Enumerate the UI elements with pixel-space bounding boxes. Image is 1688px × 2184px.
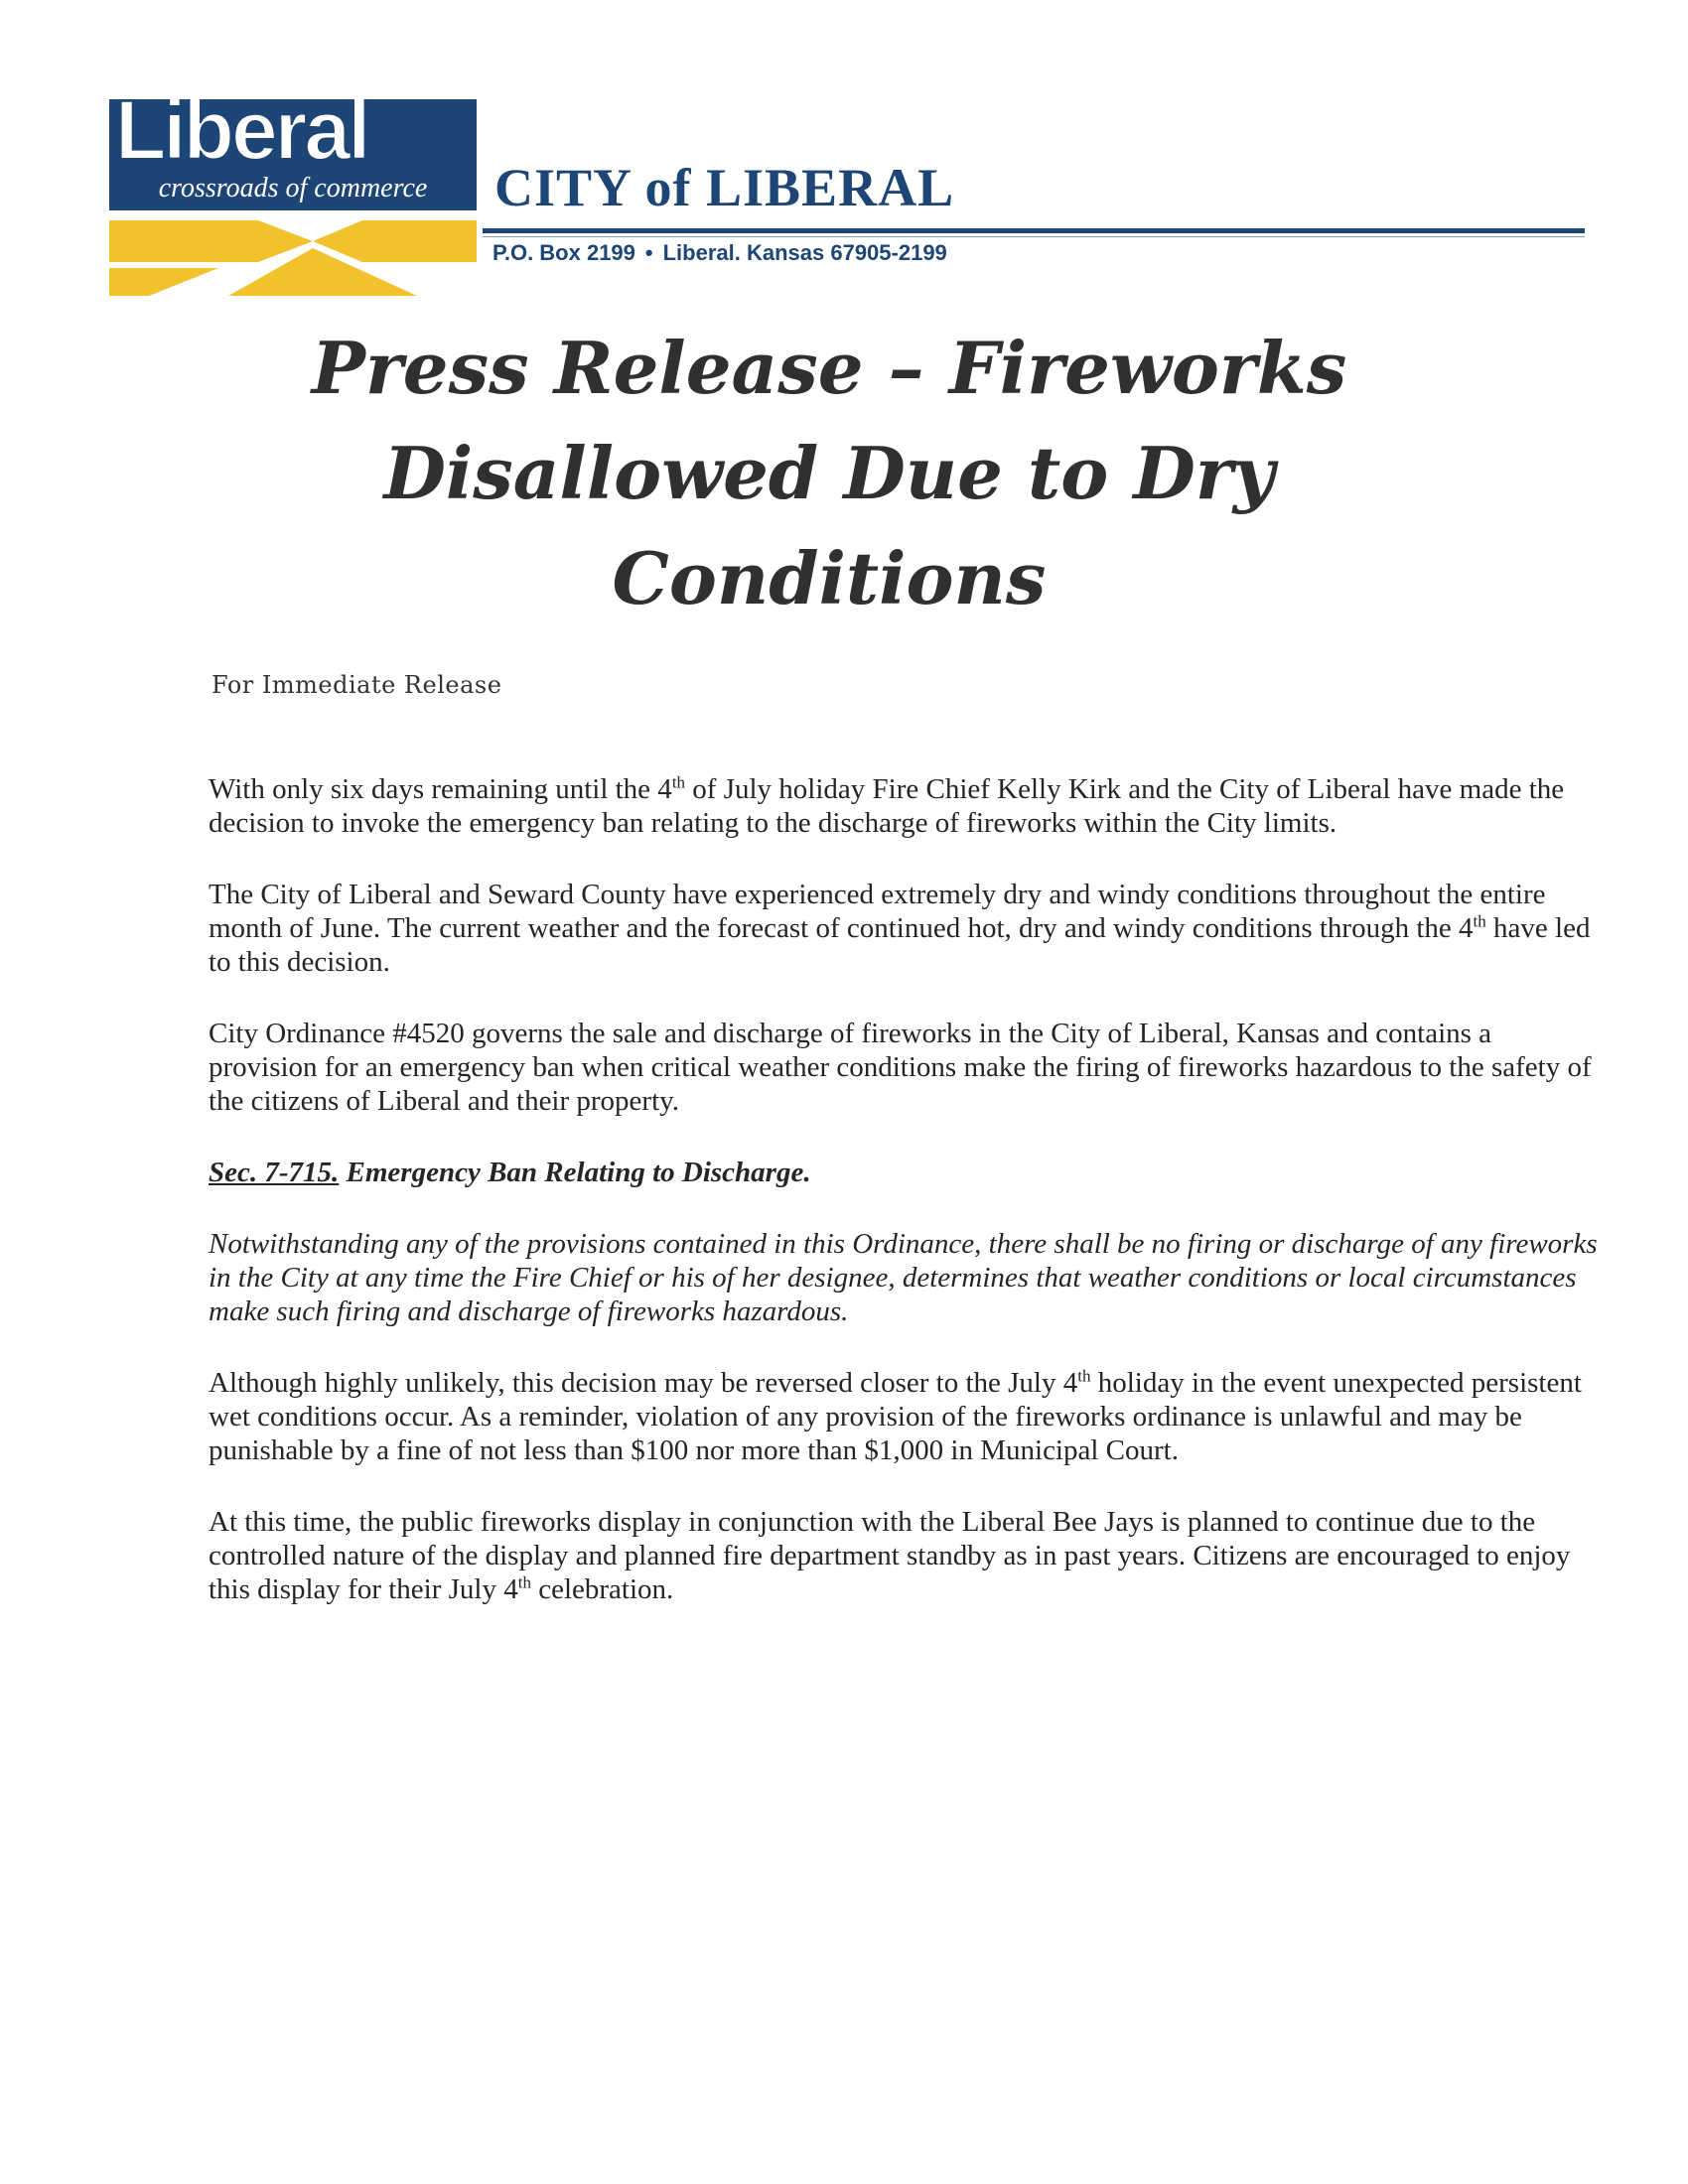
- paragraph-reversal: [209, 1366, 1599, 1467]
- liberal-logo-icon: [109, 99, 477, 298]
- title-line-2: Disallowed Due to Dry: [383, 431, 1275, 515]
- logo-wordmark: Liberal: [115, 99, 368, 177]
- ordinal-suffix: th: [1077, 1366, 1091, 1386]
- paragraph-public-display: [209, 1505, 1599, 1606]
- press-release-title: [228, 316, 1430, 631]
- city-name-heading: CITY of LIBERAL: [494, 158, 955, 217]
- paragraph-text: Although highly unlikely, this decision may be reversed closer to the July 4: [209, 1367, 1078, 1399]
- bullet-separator: •: [644, 240, 653, 265]
- section-heading: [209, 1156, 1599, 1189]
- paragraph-intro: [209, 772, 1599, 840]
- city-state-zip: Liberal. Kansas 67905-2199: [662, 240, 947, 265]
- po-box: P.O. Box 2199: [492, 240, 635, 265]
- ordinal-suffix: th: [671, 772, 686, 792]
- paragraph-text: The City of Liberal and Seward County have experienced extremely dry and windy conditions throughout the entire month of June. The current weather and the forecast of continued hot, dry and windy conditions through the 4: [209, 879, 1546, 944]
- paragraph-text: holiday in the event unexpected persistent wet conditions occur. As a reminder, violation of any provision of the fireworks ordinance is unlawful and may be punishable by a fine of not less than $100 nor more than $1,000 in Municipal Court.: [209, 1367, 1582, 1466]
- city-logo: [109, 99, 477, 298]
- paragraph-ordinance: City Ordinance #4520 governs the sale and discharge of fireworks in the City of Liberal, Kansas and contains a provision for an emergency ban when critical weather conditions make the firing of fireworks hazardous to the safety of the citizens of Liberal and their property.: [209, 1018, 1592, 1117]
- paragraph-text: have led to this decision.: [209, 912, 1591, 978]
- paragraph-text: of July holiday Fire Chief Kelly Kirk and the City of Liberal have made the decision to invoke the emergency ban relating to the discharge of fireworks within the City limits.: [209, 773, 1565, 839]
- letterhead-rule: [483, 228, 1585, 233]
- letterhead-rule-thin: [483, 236, 1585, 237]
- title-line-1: Press Release – Fireworks: [311, 326, 1347, 410]
- ordinance-quote: Notwithstanding any of the provisions contained in this Ordinance, there shall be no firing or discharge of any fireworks in the City at any time the Fire Chief or his of her designee, determines that weather conditions or local circumstances make such firing and discharge of fireworks hazardous.: [209, 1228, 1598, 1327]
- section-number: Sec. 7-715.: [209, 1157, 340, 1188]
- ordinal-suffix: th: [1473, 911, 1486, 931]
- paragraph-text: At this time, the public fireworks display in conjunction with the Liberal Bee Jays is planned to continue due to the controlled nature of the display and planned fire department standby as in past years. Citizens are encouraged to enjoy this display for their July 4: [209, 1506, 1571, 1605]
- logo-tagline: crossroads of commerce: [158, 173, 428, 204]
- release-note: For Immediate Release: [211, 671, 502, 699]
- ordinal-suffix: th: [517, 1572, 531, 1592]
- press-release-body: [209, 772, 1599, 1644]
- paragraph-conditions: [209, 878, 1599, 979]
- paragraph-text: With only six days remaining until the 4: [209, 773, 672, 805]
- section-title: Emergency Ban Relating to Discharge.: [339, 1157, 811, 1188]
- mailing-address: [492, 240, 947, 266]
- paragraph-text: celebration.: [530, 1573, 674, 1605]
- title-line-3: Conditions: [612, 536, 1047, 620]
